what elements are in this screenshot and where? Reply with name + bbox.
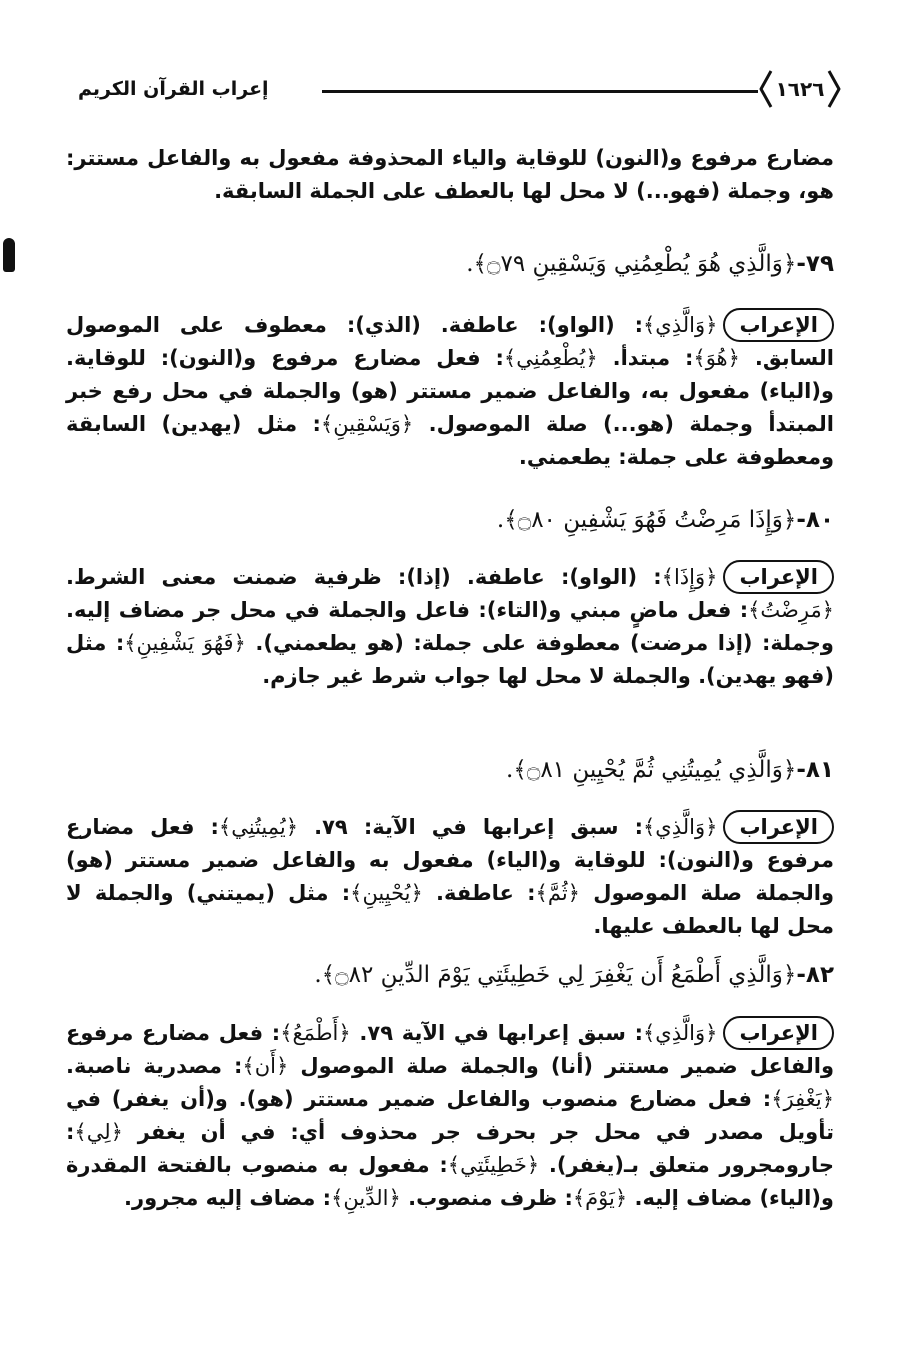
analysis-text: : عاطفة. bbox=[422, 881, 536, 905]
analyzed-word: ﴿يَغْفِرَ﴾ bbox=[771, 1087, 834, 1111]
page-number: ١٦٢٦ bbox=[775, 77, 825, 101]
verse-number: ٨٠- bbox=[796, 507, 834, 533]
analysis-text: : فعل ماضٍ مبني و(التاء): فاعل والجملة في محل جر مضاف إليه. وجملة: (إذا مرضت) معطوفة على جملة: (هو يطعمني). bbox=[66, 598, 834, 655]
header-rule bbox=[322, 90, 758, 93]
analyzed-word: ﴿أَطْمَعُ﴾ bbox=[280, 1021, 351, 1045]
analysis-text: : مثل (يهدين) السابقة ومعطوفة على جملة: يطعمني. bbox=[66, 412, 834, 469]
running-title: إعراب القرآن الكريم bbox=[78, 78, 269, 100]
page-number-frame bbox=[757, 68, 843, 110]
margin-mark bbox=[3, 238, 15, 272]
verse-81 bbox=[506, 750, 834, 790]
verse-text: ﴿وَإِذَا مَرِضْتُ فَهُوَ يَشْفِينِ ۝٨٠﴾. bbox=[496, 507, 797, 533]
analysis-text: : فعل مضارع منصوب والفاعل ضمير مستتر (هو). و(أن يغفر) في تأويل مصدر في محل جر بحرف جر محذوف أي: في أن يغفر bbox=[66, 1087, 834, 1144]
analysis-text: : فعل مضارع مرفوع و(النون): للوقاية. و(الياء) مفعول به، والفاعل ضمير مستتر (هو) والجملة في محل رفع خبر المبتدأ وجملة (هو...) صلة الموصول. bbox=[66, 346, 834, 436]
analysis-82 bbox=[66, 1016, 834, 1215]
verse-number: ٨١- bbox=[796, 757, 834, 783]
analyzed-word: ﴿الدِّينِ﴾ bbox=[331, 1186, 401, 1210]
analysis-text: : جارومجرور متعلق بـ(يغفر). bbox=[66, 1120, 834, 1177]
irab-label: الإعراب bbox=[723, 1016, 834, 1050]
verse-number: ٧٩- bbox=[796, 251, 834, 277]
analyzed-word: ﴿وَيَسْقِينِ﴾ bbox=[320, 412, 414, 436]
analysis-text: : (الواو): عاطفة. (إذا): ظرفية ضمنت معنى الشرط. bbox=[66, 565, 662, 589]
analysis-text: : سبق إعرابها في الآية ٧٩. bbox=[350, 1021, 643, 1045]
analysis-text: : مصدرية ناصبة. bbox=[66, 1054, 243, 1078]
analyzed-word: ﴿خَطِيئَتِي﴾ bbox=[447, 1153, 540, 1177]
analysis-80 bbox=[66, 560, 834, 693]
analyzed-word: ﴿وَالَّذِي﴾ bbox=[642, 1021, 718, 1045]
verse-text: ﴿وَالَّذِي أَطْمَعُ أَن يَغْفِرَ لِي خَطِيئَتِي يَوْمَ الدِّينِ ۝٨٢﴾. bbox=[314, 962, 797, 988]
verse-number: ٨٢- bbox=[796, 962, 834, 988]
analysis-text: : مفعول به منصوب بالفتحة المقدرة و(الياء) مضاف إليه. bbox=[66, 1153, 834, 1210]
irab-label: الإعراب bbox=[723, 560, 834, 594]
analysis-text: : ظرف منصوب. bbox=[400, 1186, 573, 1210]
irab-label: الإعراب bbox=[723, 810, 834, 844]
analyzed-word: ﴿لِي﴾ bbox=[74, 1120, 123, 1144]
analyzed-word: ﴿يُطْعِمُنِي﴾ bbox=[503, 346, 598, 370]
analyzed-word: ﴿وَالَّذِي﴾ bbox=[642, 815, 718, 839]
analysis-text: : سبق إعرابها في الآية: ٧٩. bbox=[298, 815, 643, 839]
page-header bbox=[60, 68, 843, 110]
analysis-text: : مضاف إليه مجرور. bbox=[124, 1186, 332, 1210]
verse-79 bbox=[466, 244, 834, 284]
analysis-text: : مبتدأ. bbox=[597, 346, 694, 370]
verse-80 bbox=[497, 500, 834, 540]
verse-text: ﴿وَالَّذِي هُوَ يُطْعِمُنِي وَيَسْقِينِ ۝٧٩﴾. bbox=[466, 251, 797, 277]
analyzed-word: ﴿يُحْيِينِ﴾ bbox=[350, 881, 423, 905]
continued-paragraph: مضارع مرفوع و(النون) للوقاية والياء المحذوفة مفعول به والفاعل مستتر: هو، وجملة (فهو...) لا محل لها بالعطف على الجملة السابقة. bbox=[66, 146, 834, 203]
analyzed-word: ﴿فَهُوَ يَشْفِينِ﴾ bbox=[124, 631, 246, 655]
analysis-text: : مثل (يميتني) والجملة لا محل لها بالعطف عليها. bbox=[66, 881, 834, 938]
analysis-text: : فعل مضارع مرفوع و(النون): للوقاية و(الياء) مفعول به والفاعل ضمير مستتر (هو) والجملة صلة الموصول bbox=[66, 815, 834, 905]
analysis-79 bbox=[66, 308, 834, 474]
analyzed-word: ﴿هُوَ﴾ bbox=[693, 346, 740, 370]
analysis-text: : (الواو): عاطفة. (الذي): معطوف على الموصول السابق. bbox=[66, 313, 834, 370]
verse-text: ﴿وَالَّذِي يُمِيتُنِي ثُمَّ يُحْيِينِ ۝٨١﴾. bbox=[506, 757, 797, 783]
analysis-text: : مثل (فهو يهدين). والجملة لا محل لها جواب شرط غير جازم. bbox=[66, 631, 834, 688]
verse-82 bbox=[314, 955, 834, 995]
analyzed-word: ﴿مَرِضْتُ﴾ bbox=[748, 598, 834, 622]
analyzed-word: ﴿يَوْمَ﴾ bbox=[572, 1186, 628, 1210]
analysis-81 bbox=[66, 810, 834, 943]
analyzed-word: ﴿يُمِيتُنِي﴾ bbox=[218, 815, 299, 839]
analyzed-word: ﴿ثُمَّ﴾ bbox=[535, 881, 580, 905]
analyzed-word: ﴿وَإِذَا﴾ bbox=[661, 565, 718, 589]
analyzed-word: ﴿أَن﴾ bbox=[242, 1054, 289, 1078]
irab-label: الإعراب bbox=[723, 308, 834, 342]
analyzed-word: ﴿وَالَّذِي﴾ bbox=[643, 313, 718, 337]
analysis-text: : فعل مضارع مرفوع والفاعل ضمير مستتر (أنا) والجملة صلة الموصول bbox=[66, 1021, 835, 1078]
